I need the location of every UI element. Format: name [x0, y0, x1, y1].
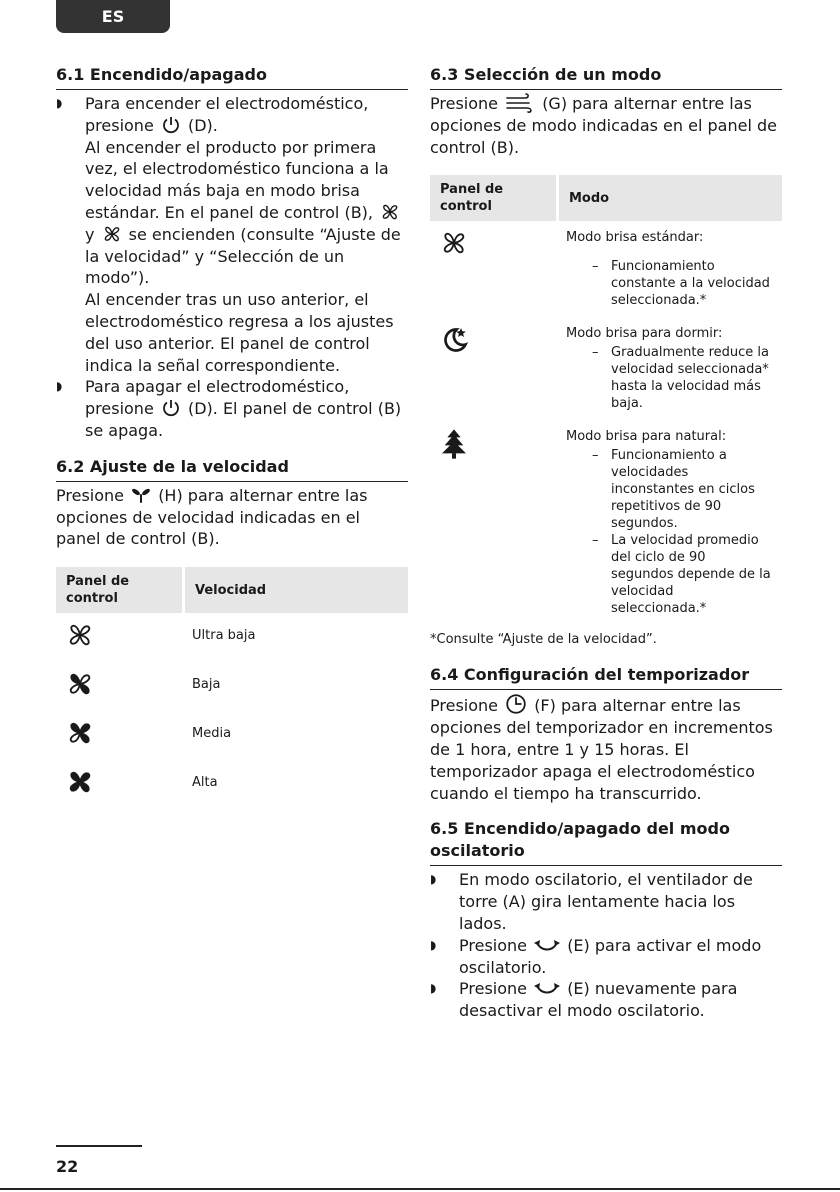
mode-intro: Presione (G) para alternar entre las opciones de modo indicadas en el panel de control (B). — [430, 94, 777, 157]
section-mode — [430, 64, 782, 648]
mode-icon-cell — [430, 420, 556, 625]
column-header: Modo — [556, 175, 782, 221]
section-title-timer: 6.4 Configuración del temporizador — [430, 664, 782, 690]
list-item: ◗ Presione (E) para activar el modo oscilatorio. — [430, 935, 762, 977]
power-bullets — [56, 93, 408, 442]
footnote: *Consulte “Ajuste de la velocidad”. — [430, 632, 657, 648]
mode-icon-cell — [430, 221, 556, 317]
table-row — [430, 221, 782, 317]
speed-table — [56, 567, 408, 809]
table-row — [56, 613, 408, 662]
table-row — [56, 760, 408, 809]
table-row — [56, 711, 408, 760]
press-text: presione — [85, 399, 154, 419]
section-oscillation — [430, 818, 782, 1022]
section-title-mode: 6.3 Selección de un modo — [430, 64, 782, 90]
mode-icon-cell — [430, 317, 556, 420]
power-off-rest: (D). El panel de control (B) se apaga. — [85, 399, 402, 440]
speed-value: Media — [192, 726, 232, 742]
power-icon — [161, 115, 181, 135]
timer-text: Presione (F) para alternar entre las opciones del temporizador en incrementos de 1 hora, entre 1 y 15 horas. El temporizador apaga el electrodoméstico cuando el tiempo ha transcurrido. — [430, 693, 782, 804]
list-item: – Gradualmente reduce la velocidad seleccionada* hasta la velocidad más baja. — [592, 344, 772, 412]
power-off-text: Para apagar el electrodoméstico, — [85, 377, 350, 397]
speed-icon-cell — [56, 613, 182, 662]
right-column — [430, 64, 782, 1022]
resume-text: Al encender tras un uso anterior, el electrodoméstico regresa a los ajustes del uso anterior. El panel de control indica la señal correspondiente. — [85, 290, 394, 375]
power-icon — [161, 398, 181, 418]
table-row — [56, 662, 408, 711]
mode-title: Modo brisa para natural: — [566, 429, 727, 445]
list-item: – Funcionamiento a velocidades inconstantes en ciclos repetitivos de 90 segundos. — [592, 447, 772, 532]
list-item — [56, 376, 408, 441]
bullet-marker-icon: ◗ — [430, 981, 437, 996]
column-header: Panel de control — [56, 567, 182, 613]
speed-icon-cell — [56, 760, 182, 809]
table-header-row — [56, 567, 408, 613]
column-header: Velocidad — [182, 567, 408, 613]
fan-icon — [131, 485, 151, 505]
section-title-oscillation: 6.5 Encendido/apagado del modo oscilatorio — [430, 818, 782, 866]
speed-icon-cell — [56, 662, 182, 711]
speed-value: Alta — [192, 775, 218, 791]
fan-outline-icon — [440, 229, 468, 257]
speed-intro: Presione (H) para alternar entre las opciones de velocidad indicadas en el panel de control (B). — [56, 485, 368, 549]
tree-icon — [440, 428, 468, 460]
section-speed — [56, 456, 408, 809]
list-item: – La velocidad promedio del ciclo de 90 segundos depende de la velocidad seleccionada.* — [592, 532, 772, 617]
mode-description — [556, 221, 782, 317]
fan-outline-icon — [380, 202, 400, 222]
bullet-marker-icon: ◗ — [56, 96, 63, 110]
list-item: – Funcionamiento constante a la velocidad seleccionada.* — [592, 258, 772, 309]
table-row — [430, 420, 782, 625]
bullet-marker-icon: ◗ — [430, 872, 437, 887]
power-on-text: Para encender el electrodoméstico, — [85, 94, 369, 113]
section-title-power: 6.1 Encendido/apagado — [56, 64, 408, 90]
oscillation-bullets — [430, 869, 782, 1022]
fan-speed-1-icon — [66, 621, 94, 649]
fan-outline-icon — [102, 224, 122, 244]
footer-rule — [56, 1145, 142, 1147]
first-use-text: Al encender el producto por primera vez, el electrodoméstico funciona a la velocidad más baja en modo brisa estándar. En el panel de control (B), y se encienden (consulte “Ajuste de la velocidad” y “Selección de un modo”). — [85, 137, 401, 288]
oscillation-icon — [534, 980, 560, 998]
fan-speed-4-icon — [66, 768, 94, 796]
section-timer — [430, 664, 782, 804]
wind-mode-icon — [505, 93, 535, 113]
column-header: Panel de control — [430, 175, 556, 221]
oscillation-icon — [534, 937, 560, 955]
list-item: ◗ Presione (E) nuevamente para desactivar el modo oscilatorio. — [430, 979, 738, 1021]
mode-title: Modo brisa para dormir: — [566, 326, 723, 342]
bullet-marker-icon: ◗ — [430, 937, 437, 952]
page-bottom-border — [0, 1188, 840, 1190]
bullet-marker-icon: ◗ — [56, 379, 63, 394]
list-item — [56, 93, 408, 376]
timer-icon — [505, 693, 527, 715]
speed-icon-cell — [56, 711, 182, 760]
mode-table — [430, 175, 782, 625]
table-header-row — [430, 175, 782, 221]
fan-speed-3-icon — [66, 719, 94, 747]
section-title-speed: 6.2 Ajuste de la velocidad — [56, 456, 408, 482]
speed-value: Baja — [192, 677, 221, 693]
sleep-moon-icon — [440, 325, 470, 355]
mode-description — [556, 420, 782, 625]
page-number: 22 — [56, 1157, 79, 1176]
table-row — [430, 317, 782, 420]
mode-description — [556, 317, 782, 420]
fan-speed-2-icon — [66, 670, 94, 698]
mode-title: Modo brisa estándar: — [566, 230, 704, 246]
language-tab: ES — [56, 0, 170, 33]
left-column — [56, 64, 408, 809]
press-text: presione — [85, 115, 154, 135]
section-power — [56, 64, 408, 442]
power-key-ref: (D). — [187, 115, 218, 135]
list-item: ◗ En modo oscilatorio, el ventilador de torre (A) gira lentamente hacia los lados. — [430, 870, 753, 933]
speed-value: Ultra baja — [192, 628, 256, 644]
